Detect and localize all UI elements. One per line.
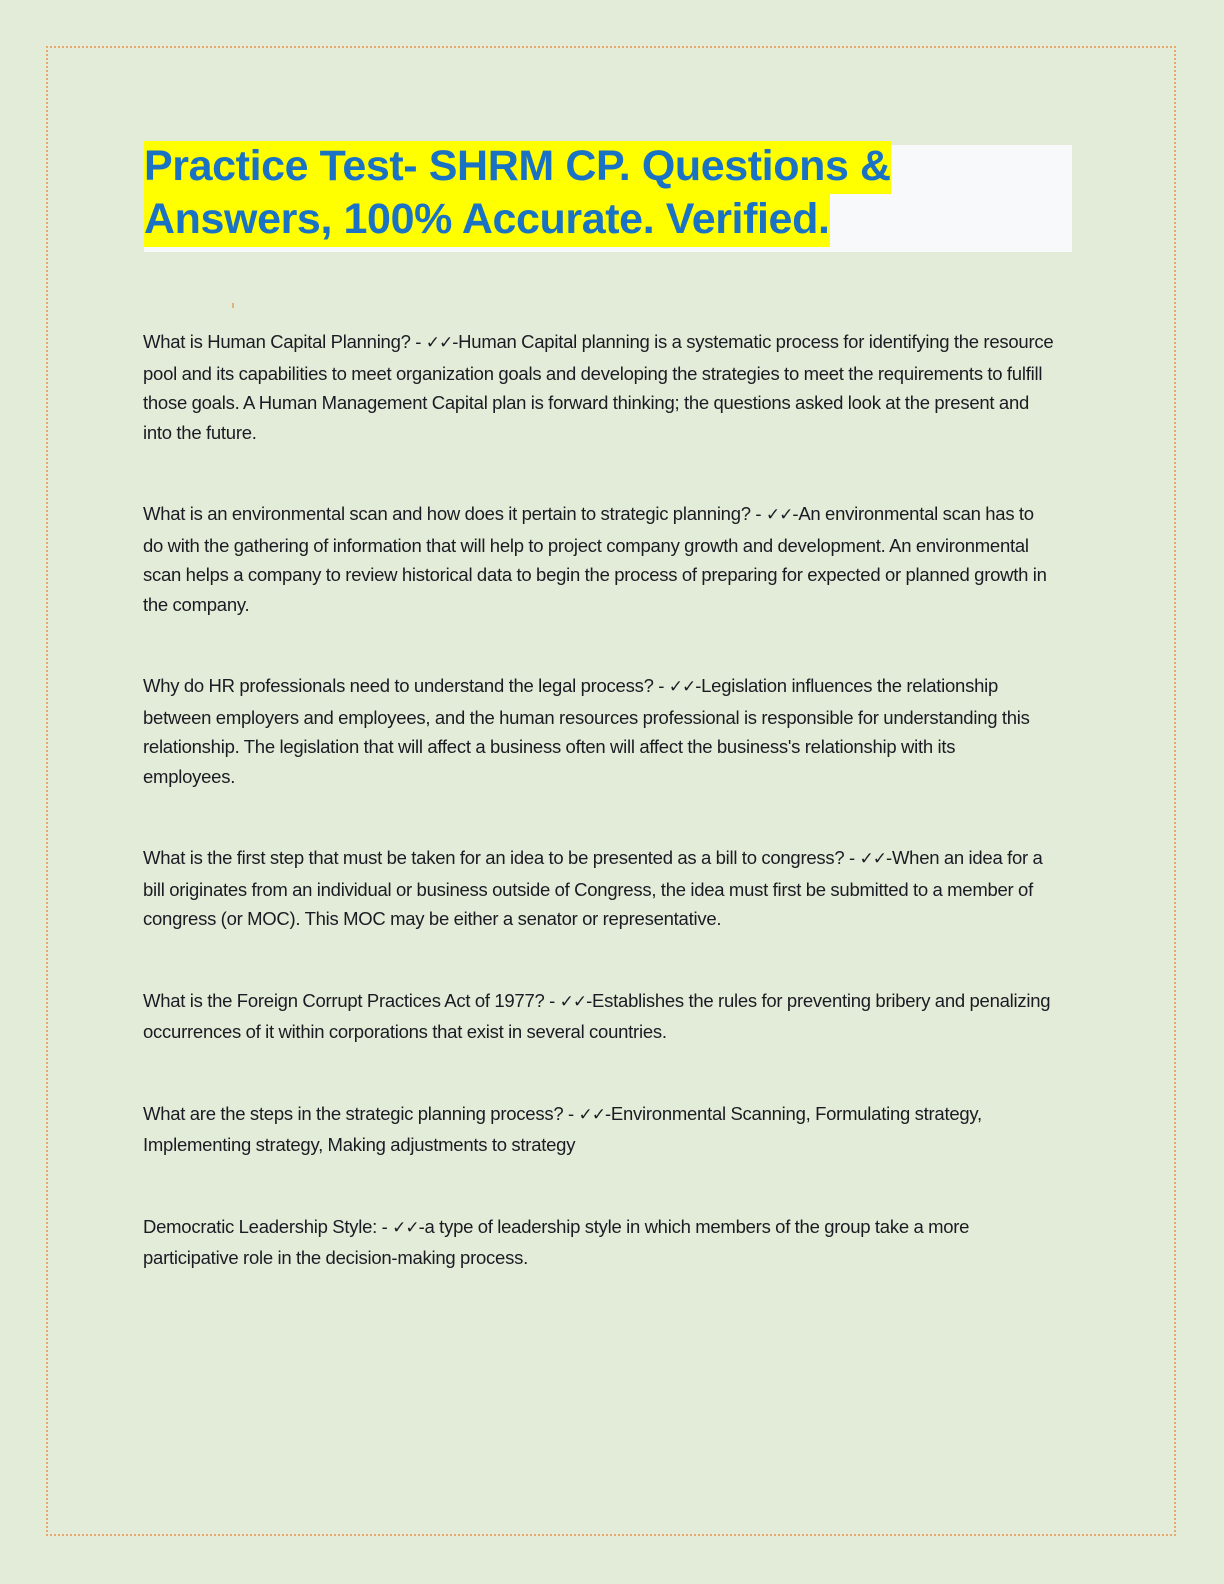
qa-question: Why do HR professionals need to understand the legal process? - <box>143 675 669 696</box>
qa-list <box>143 327 1059 1273</box>
page-title <box>144 140 1084 246</box>
qa-question: Democratic Leadership Style: - <box>143 1215 393 1237</box>
qa-entry <box>143 499 1051 619</box>
qa-entry <box>143 1212 1033 1273</box>
check-icon: ✓✓ <box>668 677 696 697</box>
title-line-2: Answers, 100% Accurate. Verified. <box>144 194 830 247</box>
qa-entry <box>143 327 1059 447</box>
check-icon: ✓✓ <box>578 1104 605 1125</box>
qa-question: What are the steps in the strategic planning process? - <box>143 1102 579 1124</box>
qa-answer: -Environmental Scanning, Formulating strategy, Implementing strategy, Making adjustments to strategy <box>143 1102 982 1155</box>
qa-answer: -Establishes the rules for preventing bribery and penalizing occurrences of it within corporations that exist in several countries. <box>143 989 1051 1042</box>
qa-entry <box>143 671 1051 791</box>
qa-entry <box>143 1099 1033 1160</box>
qa-question: What is an environmental scan and how does it pertain to strategic planning? - <box>143 503 766 524</box>
qa-answer: -An environmental scan has to do with the gathering of information that will help to project company growth and development. An environmental scan helps a company to review historical data to begin the process of preparing for expected or planned growth in the company. <box>143 503 1047 615</box>
qa-question: What is Human Capital Planning? - <box>143 331 426 352</box>
qa-question: What is the first step that must be taken for an idea to be presented as a bill to congress? - <box>143 847 860 868</box>
check-icon: ✓✓ <box>765 505 793 525</box>
check-icon: ✓✓ <box>559 991 587 1012</box>
qa-answer: -Human Capital planning is a systematic process for identifying the resource pool and its capabilities to meet organization goals and developing the strategies to meet the requirements to fulfill those goals. A Human Management Capital plan is forward thinking; the questions asked look at the present and into the future. <box>143 331 1054 443</box>
qa-entry <box>143 986 1075 1047</box>
title-line-1: Practice Test- SHRM CP. Questions & <box>144 141 891 194</box>
qa-answer: -Legislation influences the relationship between employers and employees, and the human resources professional is responsible for understanding this relationship. The legislation that will affect a business often will affect the business's relationship with its employees. <box>143 675 1030 787</box>
qa-answer: -When an idea for a bill originates from an individual or business outside of Congress, the idea must first be submitted to a member of congress (or MOC). This MOC may be either a senator or representative. <box>143 847 1043 929</box>
check-icon: ✓✓ <box>425 333 453 353</box>
qa-answer: -a type of leadership style in which members of the group take a more participative role in the decision-making process. <box>143 1215 970 1268</box>
check-icon: ✓✓ <box>392 1217 419 1238</box>
check-icon: ✓✓ <box>859 849 887 869</box>
qa-entry <box>143 843 1055 934</box>
page-speck <box>232 303 234 308</box>
qa-question: What is the Foreign Corrupt Practices Act of 1977? - <box>143 989 560 1011</box>
